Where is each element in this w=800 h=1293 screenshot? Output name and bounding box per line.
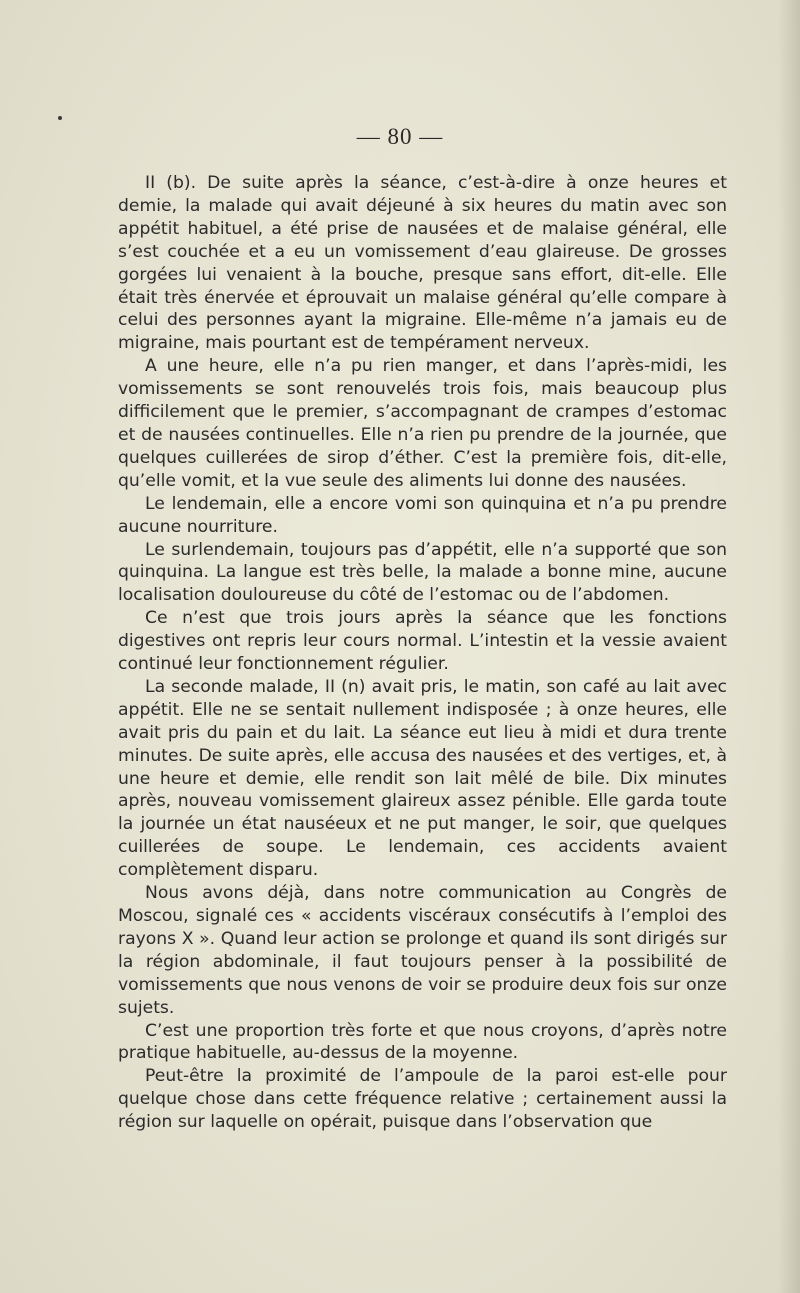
paragraph: II (b). De suite après la séance, c’est-à-dire à onze heures et demie, la malade qui avait déjeuné à six heures du matin avec son appétit habituel, a été prise de nausées et de malaise général, elle s’est couchée et a eu un vomissement d’eau glaireuse. De grosses gorgées lui venaient à la bouche, presque sans effort, dit-elle. Elle était très énervée et éprouvait un malaise général qu’elle compare à celui des personnes ayant la migraine. Elle-même n’a jamais eu de migraine, mais pourtant est de tempérament nerveux.: [118, 173, 727, 354]
paragraph: A une heure, elle n’a pu rien manger, et dans l’après-midi, les vomissements se sont renouvelés trois fois, mais beaucoup plus difficilement que le premier, s’accompagnant de crampes d’estomac et de nausées continuelles. Elle n’a rien pu prendre de la journée, que quelques cuillerées de sirop d’éther. C’est la première fois, dit-elle, qu’elle vomit, et la vue seule des aliments lui donne des nausées.: [118, 356, 727, 491]
page-number: — 80 —: [356, 124, 444, 149]
paragraph: C’est une proportion très forte et que nous croyons, d’après notre pratique habituelle, au-dessus de la moyenne.: [118, 1020, 727, 1064]
paragraph: Peut-être la proximité de l’ampoule de la paroi est-elle pour quelque chose dans cette fréquence relative ; certainement aussi la région sur laquelle on opérait, puisque dans l’observation que: [118, 1066, 727, 1133]
paragraph: Ce n’est que trois jours après la séance que les fonctions digestives ont repris leur cours normal. L’intestin et la vessie avaient continué leur fonctionnement régulier.: [118, 608, 727, 675]
paragraph: Le surlendemain, toujours pas d’appétit, elle n’a supporté que son quinquina. La langue est très belle, la malade a bonne mine, aucune localisation douloureuse du côté de l’estomac ou de l’abdomen.: [118, 539, 727, 606]
page-edge-shadow: [778, 0, 800, 1293]
paragraph: Nous avons déjà, dans notre communication au Congrès de Moscou, signalé ces « accidents viscéraux consécutifs à l’emploi des rayons X ». Quand leur action se prolonge et quand ils sont dirigés sur la région abdominale, il faut toujours penser à la possibilité de vomissements que nous venons de voir se produire deux fois sur onze sujets.: [118, 883, 727, 1018]
paragraph: Le lendemain, elle a encore vomi son quinquina et n’a pu prendre aucune nourriture.: [118, 493, 727, 537]
paragraph: La seconde malade, II (n) avait pris, le matin, son café au lait avec appétit. Elle ne se sentait nullement indisposée ; à onze heures, elle avait pris du pain et du lait. La séance eut lieu à midi et dura trente minutes. De suite après, elle accusa des nausées et des vertiges, et, à une heure et demie, elle rendit son lait mêlé de bile. Dix minutes après, nouveau vomissement glaireux assez pénible. Elle garda toute la journée un état nauséeux et ne put manger, le soir, que quelques cuillerées de soupe. Le lendemain, ces accidents avaient complètement disparu.: [118, 676, 727, 881]
ink-speck: [58, 116, 62, 120]
body-text: [118, 172, 727, 1134]
